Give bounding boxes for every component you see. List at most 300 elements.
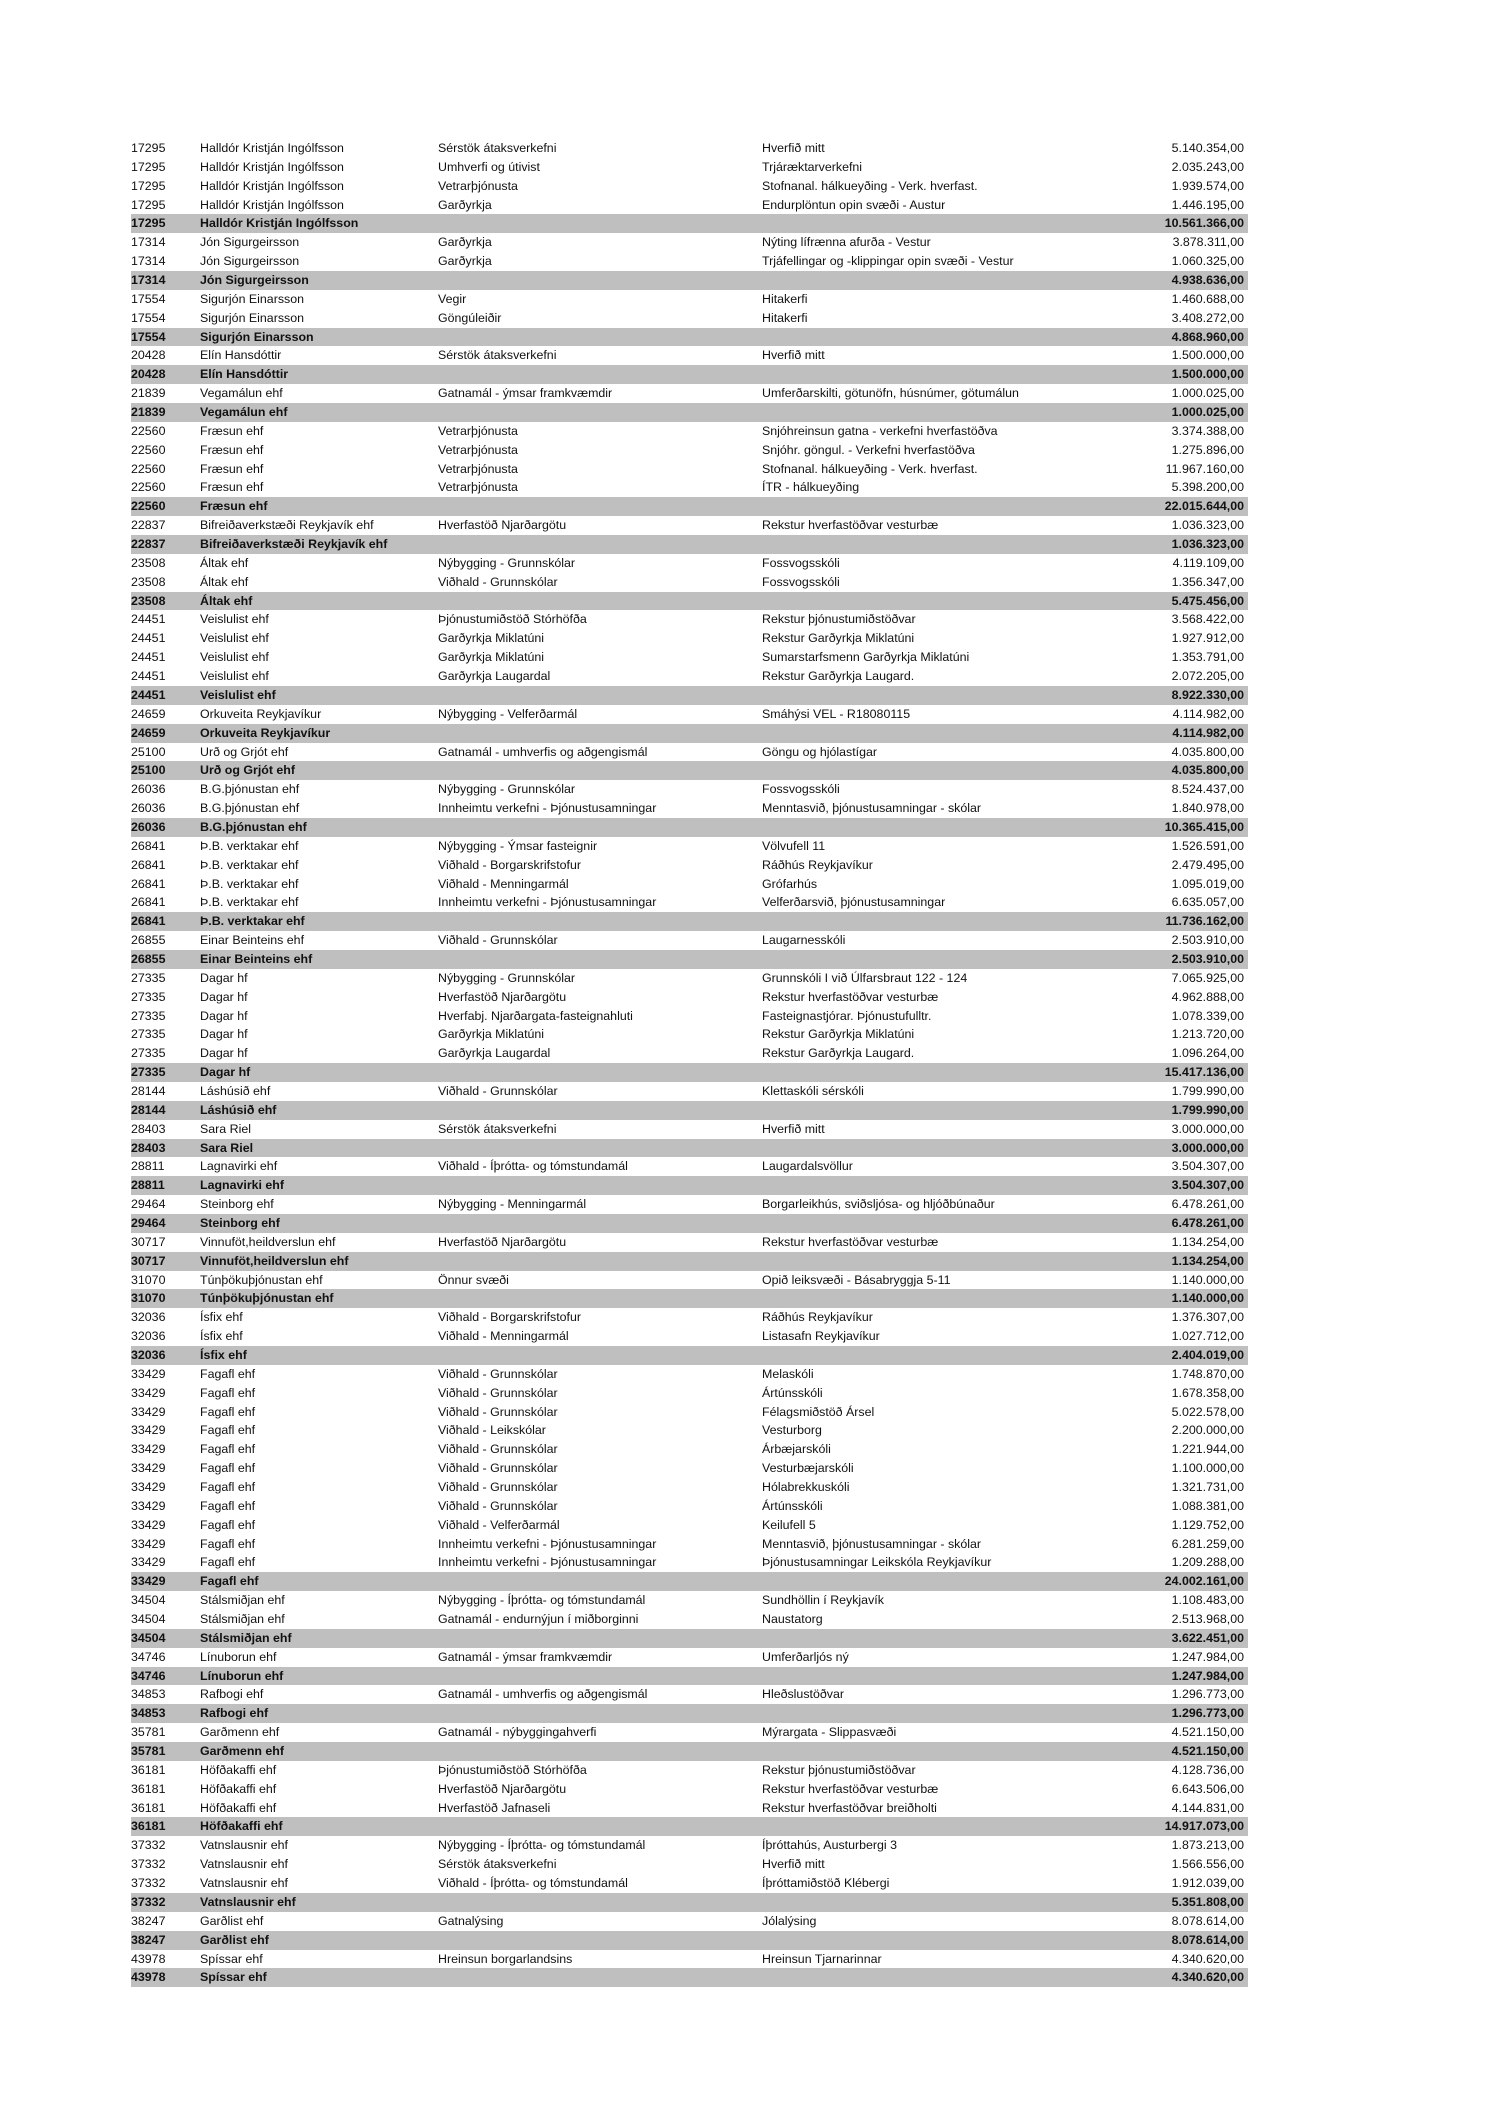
- vendor-name-cell: Fræsun ehf: [200, 442, 264, 457]
- table-row: [131, 648, 1248, 667]
- vendor-name-cell: Vatnslausnir ehf: [200, 1857, 288, 1872]
- vendor-name-cell: Bifreiðaverkstæði Reykjavík ehf: [200, 537, 388, 552]
- table-row: [131, 478, 1248, 497]
- table-row: [131, 177, 1248, 196]
- vendor-name-cell: Stálsmiðjan ehf: [200, 1593, 285, 1608]
- category-cell: Nýbygging - Grunnskólar: [438, 555, 576, 570]
- vendor-name-cell: Fagafl ehf: [200, 1385, 256, 1400]
- category-cell: Innheimtu verkefni - Þjónustusamningar: [438, 1536, 657, 1551]
- table-row: [131, 1403, 1248, 1422]
- category-cell: Viðhald - Grunnskólar: [438, 1366, 558, 1381]
- project-cell: Trjáfellingar og -klippingar opin svæði - Vestur: [762, 254, 1014, 269]
- amount-cell: 4.340.620,00: [1171, 1970, 1244, 1985]
- project-cell: Ráðhús Reykjavíkur: [762, 857, 873, 872]
- project-cell: Íþróttahús, Austurbergi 3: [762, 1838, 898, 1853]
- vendor-id-cell: 22560: [131, 480, 166, 495]
- table-row: [131, 1044, 1248, 1063]
- vendor-id-cell: 32036: [131, 1348, 166, 1362]
- vendor-name-cell: Spíssar ehf: [200, 1951, 263, 1966]
- table-row: [131, 554, 1248, 573]
- amount-cell: 1.500.000,00: [1171, 348, 1244, 363]
- amount-cell: 6.478.261,00: [1171, 1215, 1244, 1230]
- table-row: [131, 460, 1248, 479]
- amount-cell: 3.568.422,00: [1171, 612, 1244, 627]
- table-row: [131, 1459, 1248, 1478]
- vendor-id-cell: 33429: [131, 1461, 166, 1476]
- vendor-id-cell: 37332: [131, 1876, 166, 1891]
- vendor-id-cell: 23508: [131, 574, 166, 589]
- amount-cell: 5.398.200,00: [1171, 480, 1244, 495]
- amount-cell: 4.144.831,00: [1171, 1800, 1244, 1815]
- amount-cell: 1.376.307,00: [1171, 1310, 1244, 1325]
- amount-cell: 6.281.259,00: [1171, 1536, 1244, 1551]
- table-row: [131, 1874, 1248, 1893]
- project-cell: Sundhöllin í Reykjavík: [762, 1593, 884, 1608]
- category-cell: Innheimtu verkefni - Þjónustusamningar: [438, 1555, 657, 1570]
- vendor-id-cell: 28811: [131, 1178, 165, 1193]
- category-cell: Sérstök átaksverkefni: [438, 1857, 557, 1872]
- category-cell: Hreinsun borgarlandsins: [438, 1951, 573, 1966]
- amount-cell: 2.072.205,00: [1171, 669, 1244, 684]
- vendor-id-cell: 37332: [131, 1857, 166, 1872]
- project-cell: Sumarstarfsmenn Garðyrkja Miklatúni: [762, 650, 970, 665]
- vendor-id-cell: 17295: [131, 197, 166, 212]
- amount-cell: 3.878.311,00: [1172, 235, 1244, 250]
- category-cell: Garðyrkja Miklatúni: [438, 631, 545, 646]
- vendor-id-cell: 33429: [131, 1498, 166, 1513]
- table-row: [131, 1855, 1248, 1874]
- vendor-name-cell: Lagnavirki ehf: [200, 1159, 278, 1174]
- vendor-name-cell: Vatnslausnir ehf: [200, 1876, 288, 1891]
- category-cell: Gatnalýsing: [438, 1913, 504, 1928]
- vendor-id-cell: 24659: [131, 725, 166, 740]
- vendor-name-cell: Fagafl ehf: [200, 1423, 256, 1438]
- vendor-name-cell: Steinborg ehf: [200, 1215, 280, 1230]
- amount-cell: 1.356.347,00: [1171, 574, 1244, 589]
- amount-cell: 14.917.073,00: [1164, 1819, 1244, 1834]
- project-cell: Árbæjarskóli: [762, 1442, 831, 1457]
- table-row: [131, 629, 1248, 648]
- table-row: [131, 1799, 1248, 1818]
- amount-cell: 5.475.456,00: [1171, 593, 1244, 608]
- vendor-id-cell: 26841: [131, 895, 166, 910]
- category-cell: Sérstök átaksverkefni: [438, 141, 557, 155]
- amount-cell: 15.417.136,00: [1164, 1065, 1244, 1080]
- vendor-id-cell: 26841: [131, 838, 166, 853]
- category-cell: Vetrarþjónusta: [438, 178, 518, 193]
- amount-cell: 1.526.591,00: [1171, 838, 1244, 853]
- table-row: [131, 837, 1248, 856]
- vendor-id-cell: 26841: [131, 876, 166, 891]
- vendor-total-row: [131, 328, 1248, 347]
- amount-cell: 1.140.000,00: [1171, 1272, 1244, 1287]
- vendor-id-cell: 17295: [131, 141, 166, 155]
- category-cell: Gatnamál - ýmsar framkvæmdir: [438, 1649, 613, 1664]
- vendor-name-cell: Ísfix ehf: [200, 1329, 243, 1344]
- category-cell: Garðyrkja: [438, 197, 492, 212]
- vendor-id-cell: 29464: [131, 1197, 166, 1212]
- vendor-id-cell: 28403: [131, 1121, 166, 1136]
- project-cell: Endurplöntun opin svæði - Austur: [762, 197, 946, 212]
- amount-cell: 1.134.254,00: [1171, 1253, 1244, 1268]
- amount-cell: 4.962.888,00: [1171, 989, 1244, 1004]
- vendor-total-row: [131, 1572, 1248, 1591]
- vendor-id-cell: 34853: [131, 1706, 166, 1721]
- amount-cell: 1.840.978,00: [1171, 801, 1244, 816]
- amount-cell: 10.365.415,00: [1164, 819, 1244, 834]
- vendor-id-cell: 36181: [131, 1819, 166, 1834]
- amount-cell: 4.521.150,00: [1171, 1725, 1244, 1740]
- category-cell: Hverfabj. Njarðargata-fasteignahluti: [438, 1008, 633, 1023]
- vendor-name-cell: Fagafl ehf: [200, 1480, 256, 1495]
- vendor-id-cell: 26036: [131, 819, 166, 834]
- vendor-name-cell: Jón Sigurgeirsson: [200, 254, 300, 269]
- vendor-name-cell: Garðmenn ehf: [200, 1744, 284, 1759]
- table-row: [131, 1535, 1248, 1554]
- table-row: [131, 196, 1248, 215]
- amount-cell: 3.000.000,00: [1171, 1121, 1244, 1136]
- vendor-id-cell: 17295: [131, 216, 166, 231]
- vendor-name-cell: Fræsun ehf: [200, 423, 264, 438]
- vendor-id-cell: 33429: [131, 1480, 166, 1495]
- vendor-id-cell: 26855: [131, 951, 166, 966]
- vendor-id-cell: 22560: [131, 499, 166, 514]
- vendor-name-cell: Veislulist ehf: [200, 669, 269, 684]
- table-row: [131, 1836, 1248, 1855]
- vendor-id-cell: 21839: [131, 386, 166, 401]
- amount-cell: 1.927.912,00: [1171, 631, 1244, 646]
- vendor-name-cell: Fagafl ehf: [200, 1498, 256, 1513]
- amount-cell: 3.504.307,00: [1171, 1159, 1244, 1174]
- project-cell: Íþróttamiðstöð Klébergi: [762, 1876, 890, 1891]
- project-cell: Menntasvið, þjónustusamningar - skólar: [762, 801, 982, 816]
- category-cell: Önnur svæði: [438, 1272, 509, 1287]
- project-cell: Vesturborg: [762, 1423, 822, 1438]
- vendor-id-cell: 36181: [131, 1800, 166, 1815]
- vendor-id-cell: 32036: [131, 1310, 166, 1325]
- vendor-name-cell: Fagafl ehf: [200, 1366, 256, 1381]
- project-cell: Hitakerfi: [762, 310, 808, 325]
- table-row: [131, 1950, 1248, 1969]
- vendor-name-cell: Vegamálun ehf: [200, 386, 283, 401]
- project-cell: Borgarleikhús, sviðsljósa- og hljóðbúnaður: [762, 1197, 995, 1212]
- table-row: [131, 1384, 1248, 1403]
- category-cell: Viðhald - Grunnskólar: [438, 1461, 558, 1476]
- vendor-id-cell: 24451: [131, 650, 166, 665]
- table-row: [131, 1591, 1248, 1610]
- project-cell: Rekstur Garðyrkja Miklatúni: [762, 631, 915, 646]
- vendor-name-cell: Elín Hansdóttir: [200, 367, 289, 382]
- vendor-name-cell: Vatnslausnir ehf: [200, 1894, 296, 1909]
- category-cell: Göngúleiðir: [438, 310, 502, 325]
- vendor-total-row: [131, 271, 1248, 290]
- table-row: [131, 780, 1248, 799]
- amount-cell: 2.513.968,00: [1171, 1612, 1244, 1627]
- amount-cell: 1.036.323,00: [1171, 518, 1244, 533]
- amount-cell: 1.213.720,00: [1171, 1027, 1244, 1042]
- vendor-name-cell: Láshúsið ehf: [200, 1083, 271, 1098]
- vendor-total-row: [131, 686, 1248, 705]
- table-row: [131, 875, 1248, 894]
- vendor-name-cell: Dagar hf: [200, 1027, 248, 1042]
- vendor-name-cell: Veislulist ehf: [200, 687, 276, 702]
- category-cell: Hverfastöð Njarðargötu: [438, 1234, 567, 1249]
- vendor-id-cell: 33429: [131, 1555, 166, 1570]
- project-cell: Rekstur hverfastöðvar vesturbæ: [762, 1234, 939, 1249]
- vendor-id-cell: 35781: [131, 1725, 166, 1740]
- vendor-id-cell: 30717: [131, 1253, 166, 1268]
- category-cell: Nýbygging - Grunnskólar: [438, 970, 576, 985]
- table-row: [131, 1516, 1248, 1535]
- vendor-name-cell: Höfðakaffi ehf: [200, 1800, 277, 1815]
- vendor-name-cell: Spíssar ehf: [200, 1970, 267, 1985]
- category-cell: Innheimtu verkefni - Þjónustusamningar: [438, 895, 657, 910]
- amount-cell: 22.015.644,00: [1164, 499, 1244, 514]
- table-row: [131, 1648, 1248, 1667]
- category-cell: Nýbygging - Ýmsar fasteignir: [438, 838, 598, 853]
- vendor-id-cell: 38247: [131, 1932, 166, 1947]
- vendor-name-cell: Vegamálun ehf: [200, 405, 288, 420]
- amount-cell: 24.002.161,00: [1164, 1574, 1244, 1589]
- vendor-total-row: [131, 1101, 1248, 1120]
- vendor-name-cell: Þ.B. verktakar ehf: [200, 914, 305, 929]
- vendor-id-cell: 24451: [131, 669, 166, 684]
- category-cell: Gatnamál - umhverfis og aðgengismál: [438, 1687, 648, 1702]
- vendor-id-cell: 28811: [131, 1159, 165, 1174]
- vendor-id-cell: 22560: [131, 442, 166, 457]
- amount-cell: 1.108.483,00: [1171, 1593, 1244, 1608]
- category-cell: Nýbygging - Íþrótta- og tómstundamál: [438, 1838, 646, 1853]
- vendor-name-cell: Dagar hf: [200, 970, 248, 985]
- vendor-name-cell: Urð og Grjót ehf: [200, 744, 289, 759]
- vendor-id-cell: 27335: [131, 989, 166, 1004]
- vendor-name-cell: Þ.B. verktakar ehf: [200, 838, 299, 853]
- category-cell: Þjónustumiðstöð Stórhöfða: [438, 612, 587, 627]
- vendor-total-row: [131, 365, 1248, 384]
- amount-cell: 1.078.339,00: [1171, 1008, 1244, 1023]
- vendor-id-cell: 17295: [131, 178, 166, 193]
- table-row: [131, 1685, 1248, 1704]
- vendor-id-cell: 27335: [131, 1065, 166, 1080]
- project-cell: Hverfið mitt: [762, 1121, 825, 1136]
- amount-cell: 1.799.990,00: [1171, 1083, 1244, 1098]
- table-row: [131, 1610, 1248, 1629]
- vendor-total-row: [131, 1893, 1248, 1912]
- table-row: [131, 931, 1248, 950]
- amount-cell: 1.912.039,00: [1171, 1876, 1244, 1891]
- vendor-name-cell: Elín Hansdóttir: [200, 348, 282, 363]
- vendor-name-cell: Veislulist ehf: [200, 612, 269, 627]
- amount-cell: 1.247.984,00: [1171, 1668, 1244, 1683]
- vendor-name-cell: Fræsun ehf: [200, 461, 264, 476]
- vendor-name-cell: Vinnuföt,heildverslun ehf: [200, 1253, 349, 1268]
- vendor-name-cell: Orkuveita Reykjavíkur: [200, 706, 322, 721]
- project-cell: Rekstur þjónustumiðstöðvar: [762, 1762, 916, 1777]
- project-cell: Ártúnsskóli: [762, 1385, 823, 1400]
- amount-cell: 7.065.925,00: [1171, 970, 1244, 985]
- project-cell: Snjóhr. göngul. - Verkefni hverfastöðva: [762, 442, 975, 457]
- vendor-name-cell: Jón Sigurgeirsson: [200, 273, 309, 288]
- vendor-name-cell: Rafbogi ehf: [200, 1706, 269, 1721]
- project-cell: Hólabrekkuskóli: [762, 1480, 850, 1495]
- amount-cell: 4.521.150,00: [1171, 1744, 1244, 1759]
- category-cell: Vetrarþjónusta: [438, 480, 518, 495]
- table-row: [131, 1761, 1248, 1780]
- category-cell: Viðhald - Grunnskólar: [438, 933, 558, 948]
- vendor-id-cell: 29464: [131, 1215, 166, 1230]
- category-cell: Gatnamál - endurnýjun í miðborginni: [438, 1612, 639, 1627]
- category-cell: Nýbygging - Grunnskólar: [438, 782, 576, 797]
- vendor-id-cell: 33429: [131, 1385, 166, 1400]
- amount-cell: 8.524.437,00: [1171, 782, 1244, 797]
- project-cell: Laugardalsvöllur: [762, 1159, 853, 1174]
- vendor-id-cell: 31070: [131, 1272, 166, 1287]
- vendor-name-cell: Túnþökuþjónustan ehf: [200, 1272, 323, 1287]
- vendor-id-cell: 37332: [131, 1838, 166, 1853]
- table-row: [131, 346, 1248, 365]
- project-cell: Rekstur Garðyrkja Laugard.: [762, 1046, 915, 1061]
- vendor-name-cell: Einar Beinteins ehf: [200, 933, 305, 948]
- amount-cell: 2.404.019,00: [1171, 1348, 1244, 1362]
- vendor-total-row: [131, 950, 1248, 969]
- table-row: [131, 1553, 1248, 1572]
- vendor-name-cell: Garðmenn ehf: [200, 1725, 280, 1740]
- vendor-id-cell: 26036: [131, 782, 166, 797]
- vendor-total-row: [131, 761, 1248, 780]
- category-cell: Viðhald - Grunnskólar: [438, 1442, 558, 1457]
- amount-cell: 2.503.910,00: [1171, 933, 1244, 948]
- vendor-name-cell: Áltak ehf: [200, 574, 249, 589]
- table-row: [131, 856, 1248, 875]
- vendor-total-row: [131, 403, 1248, 422]
- vendor-id-cell: 17314: [131, 235, 166, 250]
- vendor-name-cell: B.G.þjónustan ehf: [200, 801, 300, 816]
- project-cell: Félagsmiðstöð Ársel: [762, 1404, 875, 1419]
- category-cell: Nýbygging - Menningarmál: [438, 1197, 587, 1212]
- category-cell: Viðhald - Borgarskrifstofur: [438, 1310, 582, 1325]
- amount-cell: 1.134.254,00: [1171, 1234, 1244, 1249]
- vendor-total-row: [131, 1346, 1248, 1365]
- category-cell: Garðyrkja Laugardal: [438, 669, 551, 684]
- vendor-id-cell: 24451: [131, 612, 166, 627]
- vendor-id-cell: 17314: [131, 254, 166, 269]
- vendor-id-cell: 23508: [131, 593, 166, 608]
- amount-cell: 3.622.451,00: [1171, 1630, 1244, 1645]
- table-row: [131, 1308, 1248, 1327]
- vendor-name-cell: Fagafl ehf: [200, 1536, 256, 1551]
- amount-cell: 1.095.019,00: [1171, 876, 1244, 891]
- vendor-id-cell: 33429: [131, 1404, 166, 1419]
- project-cell: Fasteignastjórar. Þjónustufulltr.: [762, 1008, 932, 1023]
- category-cell: Umhverfi og útivist: [438, 159, 540, 174]
- vendor-name-cell: Fagafl ehf: [200, 1574, 259, 1589]
- vendor-name-cell: Láshúsið ehf: [200, 1102, 277, 1117]
- project-cell: Rekstur hverfastöðvar breiðholti: [762, 1800, 937, 1815]
- table-row: [131, 1195, 1248, 1214]
- project-cell: Hleðslustöðvar: [762, 1687, 844, 1702]
- vendor-name-cell: Fagafl ehf: [200, 1404, 256, 1419]
- project-cell: Menntasvið, þjónustusamningar - skólar: [762, 1536, 982, 1551]
- vendor-total-row: [131, 535, 1248, 554]
- category-cell: Garðyrkja Laugardal: [438, 1046, 551, 1061]
- project-cell: Vesturbæjarskóli: [762, 1461, 854, 1476]
- vendor-name-cell: Túnþökuþjónustan ehf: [200, 1291, 334, 1306]
- amount-cell: 4.340.620,00: [1171, 1951, 1244, 1966]
- vendor-id-cell: 35781: [131, 1744, 166, 1759]
- vendor-name-cell: Halldór Kristján Ingólfsson: [200, 141, 344, 155]
- amount-cell: 1.460.688,00: [1171, 291, 1244, 306]
- project-cell: Umferðarskilti, götunöfn, húsnúmer, götumálun: [762, 386, 1019, 401]
- vendor-id-cell: 43978: [131, 1970, 166, 1985]
- project-cell: Hreinsun Tjarnarinnar: [762, 1951, 882, 1966]
- project-cell: Ártúnsskóli: [762, 1498, 823, 1513]
- vendor-id-cell: 25100: [131, 763, 166, 778]
- vendor-id-cell: 43978: [131, 1951, 166, 1966]
- table-row: [131, 1723, 1248, 1742]
- vendor-id-cell: 24659: [131, 706, 166, 721]
- vendor-id-cell: 28144: [131, 1102, 166, 1117]
- project-cell: Jólalýsing: [762, 1913, 817, 1928]
- vendor-name-cell: Fagafl ehf: [200, 1555, 256, 1570]
- project-cell: Hitakerfi: [762, 291, 808, 306]
- vendor-total-row: [131, 724, 1248, 743]
- table-row: [131, 573, 1248, 592]
- project-cell: Fossvogsskóli: [762, 555, 840, 570]
- project-cell: Rekstur Garðyrkja Miklatúni: [762, 1027, 915, 1042]
- category-cell: Hverfastöð Njarðargötu: [438, 518, 567, 533]
- category-cell: Garðyrkja: [438, 254, 492, 269]
- project-cell: Völvufell 11: [762, 838, 826, 853]
- vendor-id-cell: 26855: [131, 933, 166, 948]
- vendor-total-row: [131, 214, 1248, 233]
- vendor-id-cell: 34504: [131, 1630, 166, 1645]
- category-cell: Garðyrkja: [438, 235, 492, 250]
- vendor-id-cell: 33429: [131, 1366, 166, 1381]
- category-cell: Viðhald - Grunnskólar: [438, 1404, 558, 1419]
- category-cell: Garðyrkja Miklatúni: [438, 650, 545, 665]
- vendor-name-cell: Dagar hf: [200, 1008, 248, 1023]
- payments-table: [131, 139, 1248, 1987]
- vendor-id-cell: 17554: [131, 291, 166, 306]
- vendor-id-cell: 26841: [131, 914, 166, 929]
- vendor-name-cell: Jón Sigurgeirsson: [200, 235, 300, 250]
- vendor-total-row: [131, 1176, 1248, 1195]
- vendor-name-cell: Bifreiðaverkstæði Reykjavík ehf: [200, 518, 374, 533]
- table-row: [131, 1497, 1248, 1516]
- amount-cell: 1.100.000,00: [1171, 1461, 1244, 1476]
- category-cell: Nýbygging - Velferðarmál: [438, 706, 578, 721]
- vendor-name-cell: Fræsun ehf: [200, 480, 264, 495]
- vendor-id-cell: 22837: [131, 518, 166, 533]
- amount-cell: 1.939.574,00: [1171, 178, 1244, 193]
- project-cell: Listasafn Reykjavíkur: [762, 1329, 880, 1344]
- project-cell: Smáhýsi VEL - R18080115: [762, 706, 911, 721]
- table-row: [131, 252, 1248, 271]
- amount-cell: 1.799.990,00: [1171, 1102, 1244, 1117]
- category-cell: Nýbygging - Íþrótta- og tómstundamál: [438, 1593, 646, 1608]
- project-cell: Hverfið mitt: [762, 141, 825, 155]
- amount-cell: 1.140.000,00: [1171, 1291, 1244, 1306]
- vendor-id-cell: 21839: [131, 405, 166, 420]
- vendor-id-cell: 38247: [131, 1913, 166, 1928]
- vendor-id-cell: 34746: [131, 1649, 166, 1664]
- vendor-id-cell: 20428: [131, 348, 166, 363]
- vendor-id-cell: 20428: [131, 367, 166, 382]
- vendor-name-cell: Halldór Kristján Ingólfsson: [200, 178, 344, 193]
- vendor-id-cell: 17554: [131, 310, 166, 325]
- vendor-name-cell: Stálsmiðjan ehf: [200, 1612, 285, 1627]
- amount-cell: 6.635.057,00: [1171, 895, 1244, 910]
